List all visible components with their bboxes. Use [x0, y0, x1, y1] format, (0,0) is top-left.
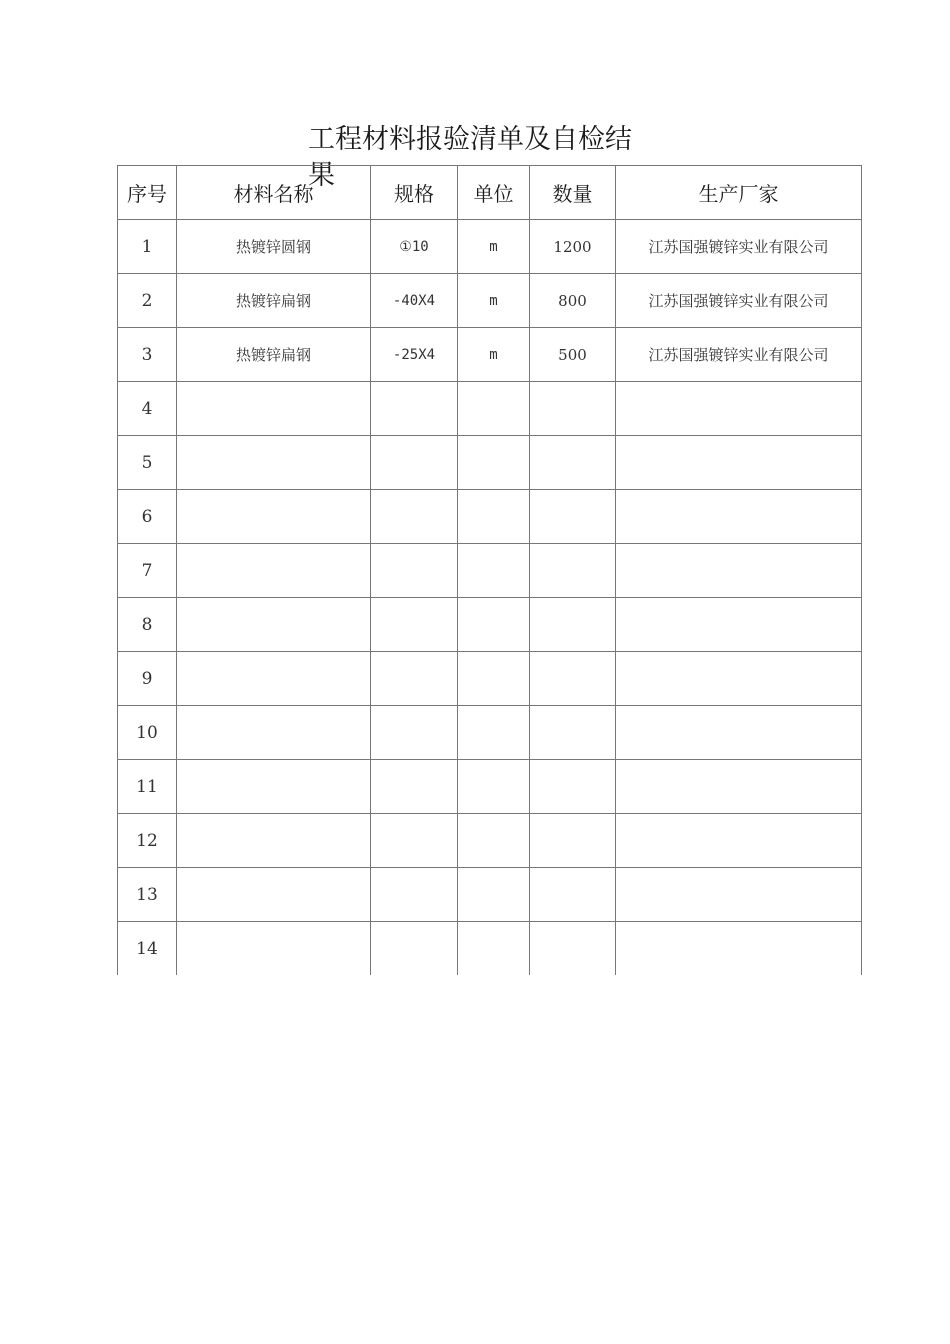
cell-quantity	[530, 652, 616, 706]
cell-index: 8	[118, 598, 177, 652]
cell-index: 2	[118, 274, 177, 328]
cell-manufacturer	[616, 760, 862, 814]
cell-unit: m	[458, 328, 530, 382]
cell-index: 12	[118, 814, 177, 868]
cell-unit	[458, 868, 530, 922]
cell-specification	[371, 436, 458, 490]
table-row	[118, 760, 862, 814]
cell-quantity	[530, 706, 616, 760]
cell-unit	[458, 922, 530, 976]
cell-manufacturer: 江苏国强镀锌实业有限公司	[616, 220, 862, 274]
table-row	[118, 220, 862, 274]
cell-specification	[371, 706, 458, 760]
table-row	[118, 490, 862, 544]
cell-specification	[371, 544, 458, 598]
cell-manufacturer	[616, 598, 862, 652]
cell-material-name	[177, 598, 371, 652]
cell-specification	[371, 652, 458, 706]
cell-manufacturer	[616, 544, 862, 598]
cell-quantity	[530, 382, 616, 436]
cell-unit	[458, 490, 530, 544]
cell-unit	[458, 436, 530, 490]
cell-index: 10	[118, 706, 177, 760]
cell-material-name: 热镀锌扁钢	[177, 328, 371, 382]
cell-index: 13	[118, 868, 177, 922]
cell-material-name	[177, 706, 371, 760]
cell-manufacturer	[616, 922, 862, 976]
page-title: 工程材料报验清单及自检结果	[308, 124, 632, 191]
cell-index: 1	[118, 220, 177, 274]
cell-quantity: 800	[530, 274, 616, 328]
cell-index: 5	[118, 436, 177, 490]
cell-specification	[371, 382, 458, 436]
cell-specification: -40X4	[371, 274, 458, 328]
cell-unit	[458, 760, 530, 814]
cell-manufacturer: 江苏国强镀锌实业有限公司	[616, 274, 862, 328]
cell-manufacturer	[616, 490, 862, 544]
cell-quantity	[530, 868, 616, 922]
cell-unit	[458, 814, 530, 868]
cell-material-name	[177, 490, 371, 544]
cell-quantity	[530, 598, 616, 652]
cell-specification	[371, 490, 458, 544]
cell-material-name	[177, 544, 371, 598]
cell-manufacturer	[616, 436, 862, 490]
cell-unit	[458, 652, 530, 706]
cell-material-name	[177, 652, 371, 706]
cell-quantity	[530, 922, 616, 976]
page-title-container	[308, 122, 658, 191]
cell-material-name: 热镀锌扁钢	[177, 274, 371, 328]
cell-manufacturer	[616, 382, 862, 436]
cell-material-name	[177, 922, 371, 976]
cell-manufacturer: 江苏国强镀锌实业有限公司	[616, 328, 862, 382]
cell-unit	[458, 382, 530, 436]
cell-specification	[371, 598, 458, 652]
cell-material-name	[177, 382, 371, 436]
cell-unit	[458, 706, 530, 760]
cell-specification	[371, 760, 458, 814]
cell-specification	[371, 814, 458, 868]
cell-unit: m	[458, 220, 530, 274]
cell-index: 6	[118, 490, 177, 544]
cell-material-name	[177, 868, 371, 922]
cell-unit: m	[458, 274, 530, 328]
table-row	[118, 706, 862, 760]
cell-index: 4	[118, 382, 177, 436]
cell-index: 14	[118, 922, 177, 976]
cell-specification: -25X4	[371, 328, 458, 382]
table-body	[118, 220, 862, 976]
table-row	[118, 544, 862, 598]
cell-material-name: 热镀锌圆钢	[177, 220, 371, 274]
table-row	[118, 328, 862, 382]
cell-material-name	[177, 436, 371, 490]
table-row	[118, 274, 862, 328]
cell-quantity	[530, 760, 616, 814]
cell-unit	[458, 598, 530, 652]
header-quantity: 数量	[530, 166, 616, 220]
header-material-name: 材料名称	[177, 166, 371, 220]
table-row	[118, 922, 862, 976]
material-list-table	[117, 165, 862, 975]
cell-quantity	[530, 544, 616, 598]
cell-quantity: 1200	[530, 220, 616, 274]
header-index: 序号	[118, 166, 177, 220]
cell-manufacturer	[616, 652, 862, 706]
cell-material-name	[177, 814, 371, 868]
cell-specification	[371, 922, 458, 976]
cell-quantity: 500	[530, 328, 616, 382]
table-row	[118, 868, 862, 922]
table-row	[118, 382, 862, 436]
cell-specification: ①10	[371, 220, 458, 274]
header-unit: 单位	[458, 166, 530, 220]
table-row	[118, 814, 862, 868]
header-specification: 规格	[371, 166, 458, 220]
cell-quantity	[530, 490, 616, 544]
table-row	[118, 436, 862, 490]
table-header-row	[118, 166, 862, 220]
header-manufacturer: 生产厂家	[616, 166, 862, 220]
cell-index: 3	[118, 328, 177, 382]
cell-index: 9	[118, 652, 177, 706]
cell-quantity	[530, 436, 616, 490]
table-row	[118, 652, 862, 706]
table-row	[118, 598, 862, 652]
cell-material-name	[177, 760, 371, 814]
cell-index: 11	[118, 760, 177, 814]
cell-index: 7	[118, 544, 177, 598]
cell-unit	[458, 544, 530, 598]
cell-specification	[371, 868, 458, 922]
cell-manufacturer	[616, 706, 862, 760]
cell-manufacturer	[616, 814, 862, 868]
cell-quantity	[530, 814, 616, 868]
cell-manufacturer	[616, 868, 862, 922]
